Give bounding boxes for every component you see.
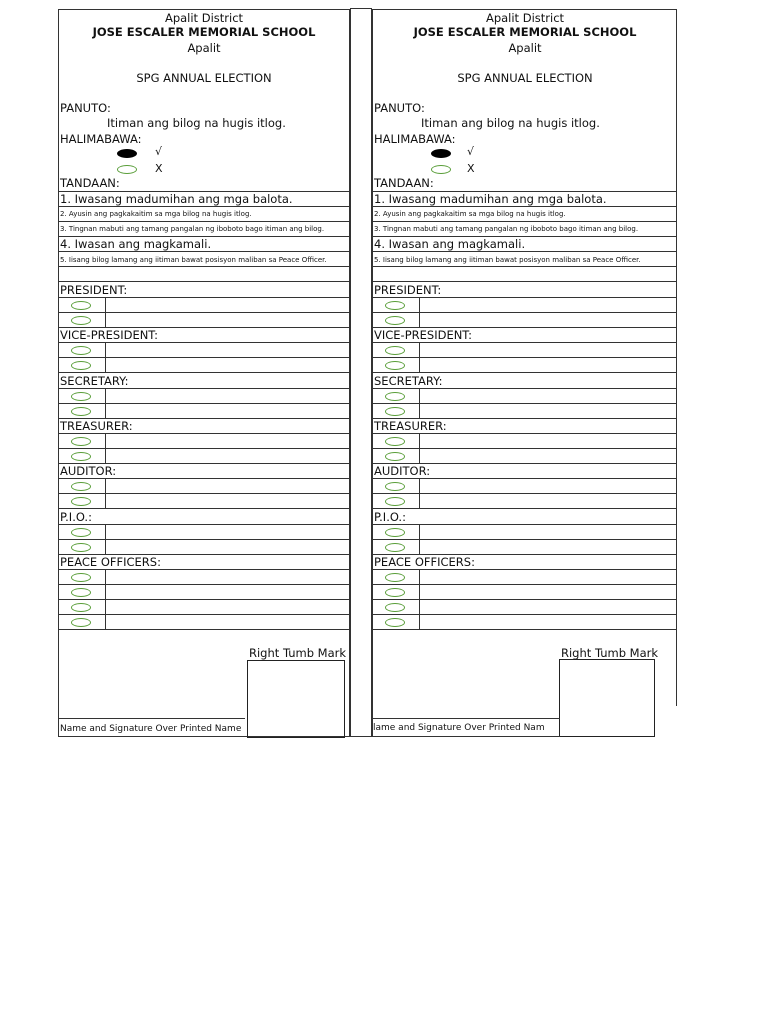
auditor-oval-2[interactable]: [385, 497, 405, 506]
auditor-oval-2[interactable]: [71, 497, 91, 506]
treasurer-oval-1[interactable]: [385, 437, 405, 446]
example-filled-oval: [117, 149, 137, 158]
secretary-oval-1[interactable]: [385, 392, 405, 401]
peace-officer-oval-3[interactable]: [385, 603, 405, 612]
pio-oval-2[interactable]: [385, 543, 405, 552]
secretary-oval-2[interactable]: [385, 407, 405, 416]
signature-label-right: lame and Signature Over Printed Nam: [373, 723, 545, 733]
rule-3: 3. Tingnan mabuti ang tamang pangalan ng iboboto bago itiman ang bilog.: [374, 225, 639, 233]
rule-4: 4. Iwasan ang magkamali.: [60, 237, 212, 251]
check-mark: √: [467, 145, 475, 158]
x-mark: X: [467, 162, 475, 175]
signature-label: Name and Signature Over Printed Name: [60, 724, 242, 734]
election-title: SPG ANNUAL ELECTION: [457, 71, 593, 85]
president-oval-2[interactable]: [71, 316, 91, 325]
tandaan-label: TANDAAN:: [60, 176, 120, 190]
halimbawa-label: HALIMABAWA:: [60, 132, 142, 146]
town: Apalit: [508, 41, 542, 55]
peace-officer-oval-3[interactable]: [71, 603, 91, 612]
peace-officer-oval-1[interactable]: [385, 573, 405, 582]
rule-5: 5. Iisang bilog lamang ang iitiman bawat posisyon maliban sa Peace Officer.: [60, 256, 327, 264]
panuto-text: Itiman ang bilog na hugis itlog.: [107, 116, 286, 130]
right-edge: [676, 9, 677, 706]
vice-president-oval-2[interactable]: [385, 361, 405, 370]
rule-1: 1. Iwasang madumihan ang mga balota.: [60, 192, 293, 206]
secretary-label: SECRETARY:: [60, 374, 129, 388]
pio-label: P.I.O.:: [60, 510, 92, 524]
pio-label: P.I.O.:: [374, 510, 406, 524]
ballot-left: [58, 9, 350, 737]
district: Apalit District: [485, 11, 565, 25]
town: Apalit: [187, 41, 221, 55]
pio-oval-1[interactable]: [71, 528, 91, 537]
rule-2: 2. Ayusin ang pagkakaitim sa mga bilog na hugis itlog.: [374, 210, 566, 218]
thumb-mark-box: [247, 660, 345, 738]
peace-officer-oval-4[interactable]: [71, 618, 91, 627]
pio-oval-2[interactable]: [71, 543, 91, 552]
ballot-divider: [350, 8, 372, 737]
right-ballot-bottom-rule: [372, 736, 560, 737]
vice-president-oval-2[interactable]: [71, 361, 91, 370]
secretary-oval-2[interactable]: [71, 407, 91, 416]
peace-officers-label: PEACE OFFICERS:: [374, 555, 475, 569]
secretary-oval-1[interactable]: [71, 392, 91, 401]
vice-president-oval-1[interactable]: [71, 346, 91, 355]
president-oval-1[interactable]: [385, 301, 405, 310]
peace-officer-oval-1[interactable]: [71, 573, 91, 582]
thumb-mark-box-right: [559, 659, 655, 737]
auditor-label: AUDITOR:: [374, 464, 431, 478]
rule-4: 4. Iwasan ang magkamali.: [374, 237, 526, 251]
school-name: JOSE ESCALER MEMORIAL SCHOOL: [92, 25, 316, 39]
treasurer-oval-2[interactable]: [385, 452, 405, 461]
auditor-label: AUDITOR:: [60, 464, 117, 478]
vice-president-label: VICE-PRESIDENT:: [60, 328, 158, 342]
president-oval-1[interactable]: [71, 301, 91, 310]
school-name: JOSE ESCALER MEMORIAL SCHOOL: [413, 25, 637, 39]
district: Apalit District: [164, 11, 244, 25]
rule-3: 3. Tingnan mabuti ang tamang pangalan ng iboboto bago itiman ang bilog.: [60, 225, 325, 233]
election-title: SPG ANNUAL ELECTION: [136, 71, 272, 85]
auditor-oval-1[interactable]: [385, 482, 405, 491]
peace-officer-oval-2[interactable]: [385, 588, 405, 597]
peace-officer-oval-4[interactable]: [385, 618, 405, 627]
thumb-mark-label: Right Tumb Mark: [561, 646, 659, 660]
auditor-oval-1[interactable]: [71, 482, 91, 491]
halimbawa-label: HALIMABAWA:: [374, 132, 456, 146]
president-label: PRESIDENT:: [374, 283, 442, 297]
vice-president-label: VICE-PRESIDENT:: [374, 328, 472, 342]
panuto-text: Itiman ang bilog na hugis itlog.: [421, 116, 600, 130]
signature-rule-right: [372, 718, 560, 719]
peace-officer-oval-2[interactable]: [71, 588, 91, 597]
example-empty-oval: [431, 165, 451, 174]
example-empty-oval: [117, 165, 137, 174]
president-oval-2[interactable]: [385, 316, 405, 325]
rule-2: 2. Ayusin ang pagkakaitim sa mga bilog na hugis itlog.: [60, 210, 252, 218]
president-label: PRESIDENT:: [60, 283, 128, 297]
rule-5: 5. Iisang bilog lamang ang iitiman bawat posisyon maliban sa Peace Officer.: [374, 256, 641, 264]
thumb-mark-label: Right Tumb Mark: [249, 646, 347, 660]
check-mark: √: [155, 145, 163, 158]
panuto-label: PANUTO:: [60, 101, 111, 115]
peace-officers-label: PEACE OFFICERS:: [60, 555, 161, 569]
tandaan-label: TANDAAN:: [374, 176, 434, 190]
treasurer-label: TREASURER:: [374, 419, 447, 433]
panuto-label: PANUTO:: [374, 101, 425, 115]
ballot-right: [372, 9, 677, 706]
example-filled-oval: [431, 149, 451, 158]
x-mark: X: [155, 162, 163, 175]
vice-president-oval-1[interactable]: [385, 346, 405, 355]
secretary-label: SECRETARY:: [374, 374, 443, 388]
treasurer-oval-2[interactable]: [71, 452, 91, 461]
treasurer-oval-1[interactable]: [71, 437, 91, 446]
pio-oval-1[interactable]: [385, 528, 405, 537]
treasurer-label: TREASURER:: [60, 419, 133, 433]
rule-1: 1. Iwasang madumihan ang mga balota.: [374, 192, 607, 206]
